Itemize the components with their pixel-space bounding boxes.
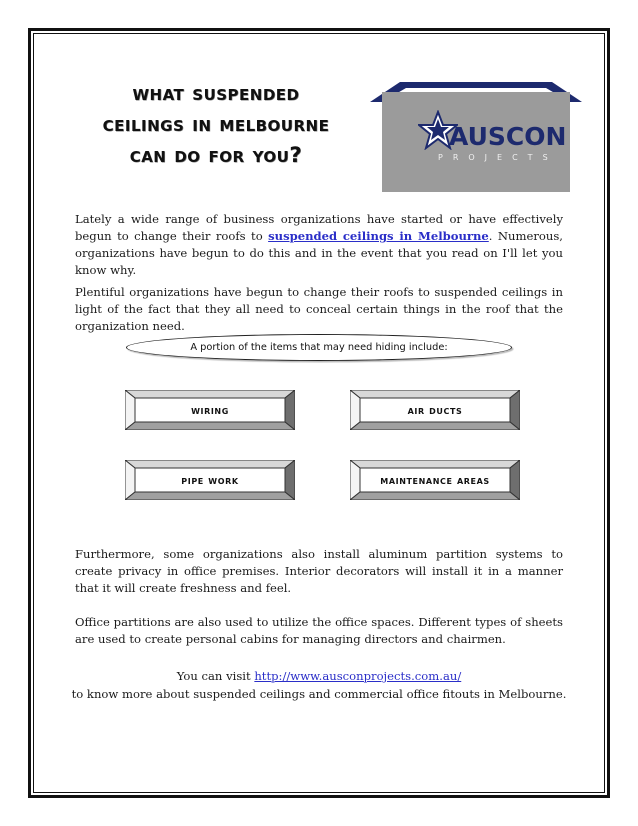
logo-subtitle: PROJECTS <box>438 153 558 162</box>
intro-text-start: Lately a wide range of business organizations have started or have effectively begun to change their roofs to <box>75 212 563 243</box>
reasons-paragraph: Plentiful organizations have begun to change their roofs to suspended ceilings in light of the fact that they all need to conceal certain things in the roof that the organization need. <box>75 285 563 333</box>
visit-line <box>60 667 578 685</box>
visit-prefix: You can visit <box>176 669 255 683</box>
partitions-paragraph: Furthermore, some organizations also install aluminum partition systems to create privacy in office premises. Interior decorators will install it in a manner that it will create freshness and feel. <box>75 547 563 595</box>
items-callout: A portion of the items that may need hiding include: <box>126 334 512 361</box>
item-label-pipe-work: pipe work <box>181 473 239 487</box>
item-box-pipe-work <box>125 460 295 500</box>
page-title <box>70 78 362 171</box>
office-paragraph: Office partitions are also used to utilize the office spaces. Different types of sheets are used to create personal cabins for managing directors and chairmen. <box>75 615 563 646</box>
auscon-website-link[interactable]: http://www.ausconprojects.com.au/ <box>254 669 462 683</box>
item-box-air-ducts <box>350 390 520 430</box>
item-label-wiring: wiring <box>191 403 229 417</box>
visit-line-2: to know more about suspended ceilings and commercial office fitouts in Melbourne. <box>71 687 567 701</box>
logo-brand: AUSCON <box>449 122 567 151</box>
item-label-air-ducts: air ducts <box>407 403 463 417</box>
auscon-logo <box>370 82 582 194</box>
item-box-wiring <box>125 390 295 430</box>
intro-paragraph <box>75 211 563 279</box>
title-line-2: ceilings in melbourne <box>102 112 330 137</box>
suspended-ceilings-link[interactable]: suspended ceilings in Melbourne <box>268 229 489 243</box>
intro-text-end: . Numerous, organizations have begun to do this and in the event that you read on I'll let you know why. <box>75 229 563 277</box>
title-line-3: can do for you? <box>129 143 303 168</box>
logo-panel <box>382 92 570 192</box>
item-label-maintenance-areas: maintenance areas <box>380 473 490 487</box>
title-line-1: what suspended <box>132 81 300 106</box>
item-box-maintenance-areas <box>350 460 520 500</box>
